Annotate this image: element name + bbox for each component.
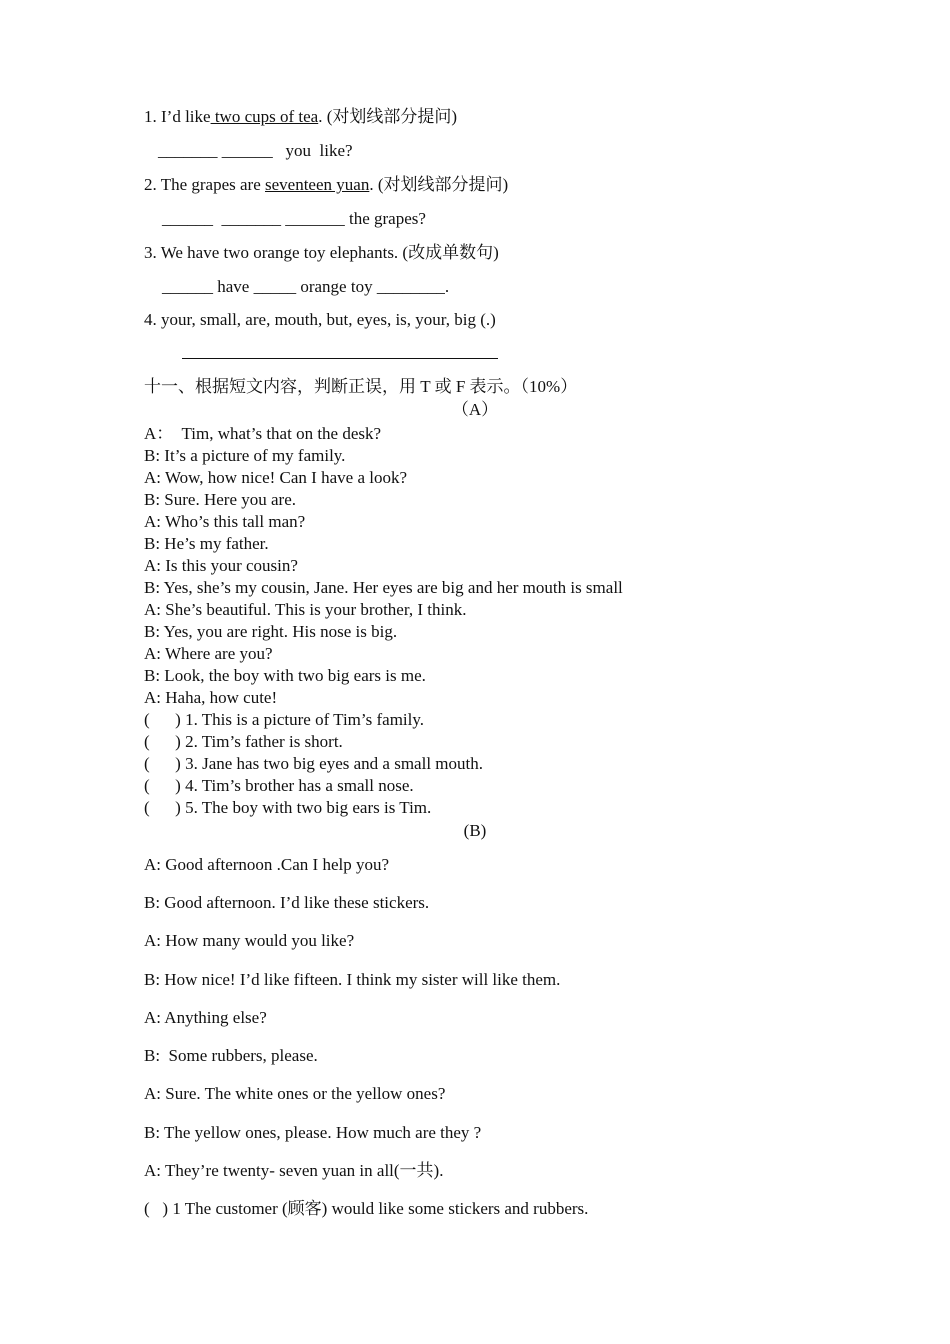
question-3: 3. We have two orange toy elephants. (改成单数句)	[144, 243, 499, 262]
dialogue-line: A: Who’s this tall man?	[144, 512, 306, 531]
dialogue-line: B: It’s a picture of my family.	[144, 446, 346, 465]
dialogue-line: A: Where are you?	[144, 644, 273, 663]
tf-question: ( ) 4. Tim’s brother has a small nose.	[144, 776, 414, 795]
dialogue-line: A: Sure. The white ones or the yellow ones?	[144, 1084, 446, 1103]
dialogue-line: A: How many would you like?	[144, 931, 355, 950]
dialogue-line: A: She’s beautiful. This is your brother, I think.	[144, 600, 467, 619]
dialogue-line: B: Good afternoon. I’d like these stickers.	[144, 893, 430, 912]
dialogue-line: A: Good afternoon .Can I help you?	[144, 855, 390, 874]
dialogue-line: B: Some rubbers, please.	[144, 1046, 318, 1065]
question-1-answer-line: _______ ______ you like?	[158, 141, 353, 160]
dialogue-line: B: He’s my father.	[144, 534, 269, 553]
question-1	[144, 107, 457, 127]
question-2-instruction: . (对划线部分提问)	[369, 175, 509, 194]
dialogue-line: B: Yes, you are right. His nose is big.	[144, 622, 398, 641]
part-a-label: （A）	[451, 400, 499, 419]
dialogue-line: A: Wow, how nice! Can I have a look?	[144, 468, 408, 487]
dialogue-line: A: Is this your cousin?	[144, 556, 298, 575]
question-2-underlined: seventeen yuan	[265, 175, 370, 194]
part-b-label: (B)	[463, 821, 487, 840]
question-2	[144, 175, 508, 195]
question-2-answer-line: ______ _______ _______ the grapes?	[162, 209, 426, 228]
tf-question: ( ) 5. The boy with two big ears is Tim.	[144, 798, 432, 817]
dialogue-line: B: Sure. Here you are.	[144, 490, 297, 509]
tf-question: ( ) 3. Jane has two big eyes and a small mouth.	[144, 754, 483, 773]
section-11-heading: 十一、根据短文内容，判断正误，用 T 或 F 表示。（10%）	[144, 377, 578, 396]
question-1-instruction: . (对划线部分提问)	[318, 107, 458, 126]
dialogue-line: B: Yes, she’s my cousin, Jane. Her eyes are big and her mouth is small	[144, 578, 623, 597]
tf-question: ( ) 1. This is a picture of Tim’s family.	[144, 710, 425, 729]
dialogue-line: A: Haha, how cute!	[144, 688, 278, 707]
question-1-text: 1. I’d like	[144, 107, 211, 126]
question-4-answer-rule	[182, 358, 498, 359]
question-4: 4. your, small, are, mouth, but, eyes, is, your, big (.)	[144, 310, 496, 329]
tf-question: ( ) 1 The customer (顾客) would like some stickers and rubbers.	[144, 1199, 589, 1218]
tf-question: ( ) 2. Tim’s father is short.	[144, 732, 343, 751]
dialogue-line: B: Look, the boy with two big ears is me.	[144, 666, 426, 685]
question-3-answer-line: ______ have _____ orange toy ________.	[162, 277, 450, 296]
dialogue-line: B: The yellow ones, please. How much are they ?	[144, 1123, 482, 1142]
dialogue-line: B: How nice! I’d like fifteen. I think my sister will like them.	[144, 970, 561, 989]
question-1-underlined: two cups of tea	[210, 107, 319, 126]
question-2-text: 2. The grapes are	[144, 175, 265, 194]
dialogue-line: A： Tim, what’s that on the desk?	[144, 424, 382, 443]
dialogue-line: A: Anything else?	[144, 1008, 267, 1027]
dialogue-line: A: They’re twenty- seven yuan in all(一共).	[144, 1161, 444, 1180]
